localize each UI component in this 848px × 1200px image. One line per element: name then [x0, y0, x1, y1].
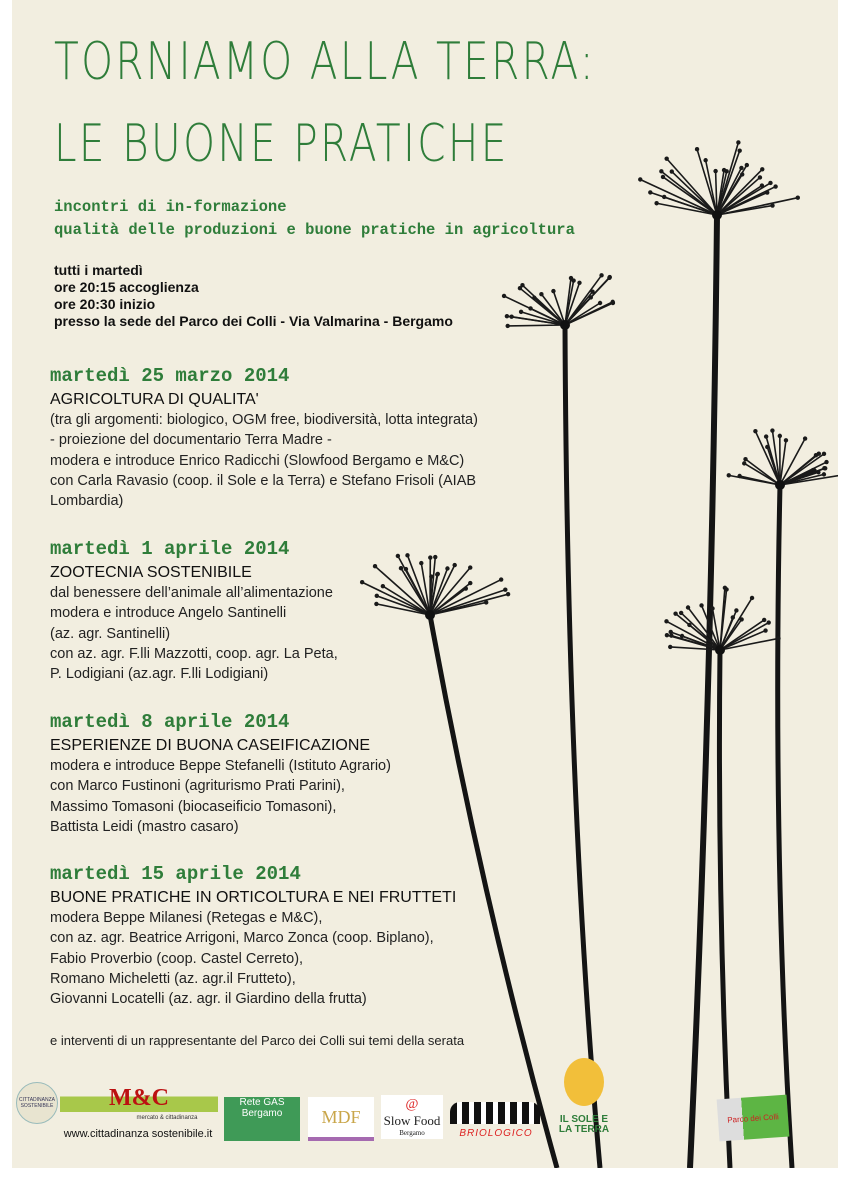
event-detail-line: modera Beppe Milanesi (Retegas e M&C),: [50, 910, 323, 926]
title-line-1: TORNIAMO ALLA TERRA:: [54, 32, 596, 92]
flower-head: [775, 480, 785, 490]
event-detail-line: (az. agr. Santinelli): [50, 625, 171, 642]
schedule: [54, 262, 453, 330]
flower-bud: [737, 148, 741, 152]
flower-bud: [736, 140, 740, 144]
flower-bud: [648, 190, 652, 194]
flower-bud: [695, 147, 699, 151]
flower-bud: [664, 619, 668, 623]
sun-wheat-icon: [564, 1058, 604, 1106]
flower-bud: [506, 324, 510, 328]
flower-bud: [770, 428, 774, 432]
flower-bud: [824, 460, 828, 464]
flower-bud: [679, 611, 683, 615]
event-section: [50, 537, 550, 684]
flower-bud: [502, 294, 506, 298]
flower-bud: [571, 278, 575, 282]
ilsole-logo: IL SOLE E LA TERRA: [558, 1114, 610, 1135]
schedule-line: presso la sede del Parco dei Colli - Via Valmarina - Bergamo: [54, 313, 453, 329]
mdf-logo: MDF: [308, 1097, 374, 1141]
flower-bud: [762, 618, 766, 622]
slowfood-logo: [381, 1095, 443, 1139]
flower-bud: [796, 196, 800, 200]
flower-bud: [760, 167, 764, 171]
flower-bud: [669, 630, 673, 634]
flower-bud: [742, 461, 746, 465]
poster: [12, 0, 838, 1168]
event-section: [50, 364, 550, 511]
flower-head: [715, 645, 725, 655]
schedule-line: ore 20:30 inizio: [54, 296, 156, 312]
event-section: [50, 862, 550, 1009]
flower-bud: [607, 276, 611, 280]
flower-bud: [814, 453, 818, 457]
flower-bud: [812, 468, 816, 472]
flower-bud: [727, 473, 731, 477]
flower-bud: [764, 434, 768, 438]
plant-stem: [778, 485, 792, 1168]
event-detail-line: con Carla Ravasio (coop. il Sole e la Terra) e Stefano Frisoli (AIAB: [50, 472, 477, 489]
flower-bud: [532, 296, 536, 300]
flower-head: [712, 210, 722, 220]
flower-bud: [659, 169, 663, 173]
event-title: ESPERIENZE DI BUONA CASEIFICAZIONE: [50, 737, 371, 754]
flower-bud: [767, 620, 771, 624]
event-title: AGRICOLTURA DI QUALITA': [50, 391, 259, 408]
flower-bud: [699, 603, 703, 607]
flower-bud: [520, 283, 524, 287]
flower-bud: [743, 457, 747, 461]
flower-bud: [773, 184, 777, 188]
event-date: martedì 8 aprile 2014: [50, 711, 290, 733]
flower-bud: [509, 314, 513, 318]
flower-bud: [778, 434, 782, 438]
event-detail-line: con az. agr. F.lli Mazzotti, coop. agr. La Peta,: [50, 645, 338, 662]
title-line-2: LE BUONE PRATICHE: [54, 114, 509, 174]
flower-bud: [611, 300, 615, 304]
flower-bud: [734, 608, 738, 612]
event-detail-line: P. Lodigiani (az.agr. F.lli Lodigiani): [50, 666, 269, 683]
parco-colli-logo: Parco dei Colli: [717, 1095, 790, 1142]
snail-icon: @: [405, 1097, 419, 1112]
schedule-line: ore 20:15 accoglienza: [54, 279, 199, 295]
plant-stem: [719, 650, 730, 1168]
event-detail-line: Massimo Tomasoni (biocaseificio Tomasoni),: [50, 798, 337, 815]
flower-bud: [686, 605, 690, 609]
schedule-line: tutti i martedì: [54, 262, 143, 278]
event-detail-line: (tra gli argomenti: biologico, OGM free, biodiversità, lotta integrata): [50, 412, 478, 428]
flower-bud: [710, 606, 714, 610]
briologico-awning-icon: [450, 1102, 540, 1124]
flower-bud: [763, 628, 767, 632]
event-detail-line: - proiezione del documentario Terra Madre -: [50, 432, 332, 449]
cittadinanza-logo: CITTADINANZA SOSTENIBILE: [16, 1082, 58, 1124]
event-detail-line: Battista Leidi (mastro casaro): [50, 818, 239, 835]
flower-bud: [598, 301, 602, 305]
subtitle-line-1: incontri di in-formazione: [54, 198, 287, 216]
flower-bud: [784, 438, 788, 442]
event-date: martedì 1 aprile 2014: [50, 538, 290, 560]
event-detail-line: Fabio Proverbio (coop. Castel Cerreto),: [50, 950, 304, 967]
event-detail-line: con Marco Fustinoni (agriturismo Prati Parini),: [50, 778, 345, 795]
flower-bud: [654, 201, 658, 205]
plant-stem: [690, 215, 717, 1168]
event-detail-line: modera e introduce Enrico Radicchi (Slowfood Bergamo e M&C): [50, 452, 465, 469]
flower-bud: [753, 429, 757, 433]
flower-bud: [665, 633, 669, 637]
flower-bud: [724, 169, 728, 173]
event-detail-line: Romano Micheletti (az. agr.il Frutteto),: [50, 970, 296, 987]
event-date: martedì 15 aprile 2014: [50, 863, 301, 885]
briologico-logo: BRIOLOGICO: [459, 1127, 533, 1139]
flower-bud: [673, 611, 677, 615]
flower-bud: [519, 310, 523, 314]
flower-bud: [638, 177, 642, 181]
flower-bud: [505, 314, 509, 318]
flower-bud: [687, 623, 691, 627]
event-date: martedì 25 marzo 2014: [50, 365, 290, 387]
flower-bud: [662, 195, 666, 199]
flower-bud: [803, 436, 807, 440]
flower-bud: [664, 156, 668, 160]
flower-bud: [713, 169, 717, 173]
flower-bud: [680, 634, 684, 638]
event-detail-line: Lombardia): [50, 493, 124, 510]
event-section: [50, 710, 550, 837]
flower-bud: [599, 273, 603, 277]
flower-bud: [739, 166, 743, 170]
flower-bud: [670, 169, 674, 173]
flower-bud: [750, 596, 754, 600]
flower-bud: [822, 472, 826, 476]
website-link[interactable]: www.cittadinanza sostenibile.it: [63, 1128, 213, 1140]
flower-ray: [508, 325, 565, 326]
flower-head: [560, 320, 570, 330]
slowfood-city: Bergamo: [399, 1129, 425, 1137]
flower-bud: [737, 474, 741, 478]
flower-bud: [589, 295, 593, 299]
flower-bud: [724, 587, 728, 591]
event-detail-line: modera e introduce Beppe Stefanelli (Istituto Agrario): [50, 758, 391, 774]
flower-bud: [539, 292, 543, 296]
flower-bud: [776, 636, 780, 640]
flower-bud: [765, 190, 769, 194]
flower-bud: [768, 181, 772, 185]
footer-note: e interventi di un rappresentante del Parco dei Colli sui temi della serata: [50, 1033, 465, 1048]
flower-bud: [703, 158, 707, 162]
event-detail-line: modera e introduce Angelo Santinelli: [50, 605, 287, 622]
event-detail-line: Giovanni Locatelli (az. agr. il Giardino della frutta): [50, 991, 367, 1008]
mc-logo: M&C: [60, 1084, 218, 1112]
event-detail-line: dal benessere dell’animale all’alimentazione: [50, 585, 333, 601]
event-title: BUONE PRATICHE IN ORTICOLTURA E NEI FRUTTETI: [50, 889, 457, 906]
flower-bud: [590, 290, 594, 294]
flower-bud: [577, 281, 581, 285]
flower-bud: [551, 289, 555, 293]
flower-bud: [745, 163, 749, 167]
slowfood-name: Slow Food: [383, 1113, 441, 1128]
subtitle-line-2: qualità delle produzioni e buone pratiche in agricoltura: [54, 221, 575, 239]
flower-bud: [823, 466, 827, 470]
retegas-logo: Rete GAS Bergamo: [224, 1097, 300, 1141]
flower-bud: [758, 175, 762, 179]
mc-logo-subtitle: mercato & cittadinanza: [136, 1115, 198, 1121]
flower-bud: [661, 175, 665, 179]
event-detail-line: con az. agr. Beatrice Arrigoni, Marco Zonca (coop. Biplano),: [50, 930, 434, 947]
plant-stem: [565, 325, 600, 1168]
flower-bud: [765, 445, 769, 449]
flower-bud: [668, 645, 672, 649]
event-title: ZOOTECNIA SOSTENIBILE: [50, 564, 252, 581]
flower-bud: [528, 306, 532, 310]
flower-bud: [822, 452, 826, 456]
